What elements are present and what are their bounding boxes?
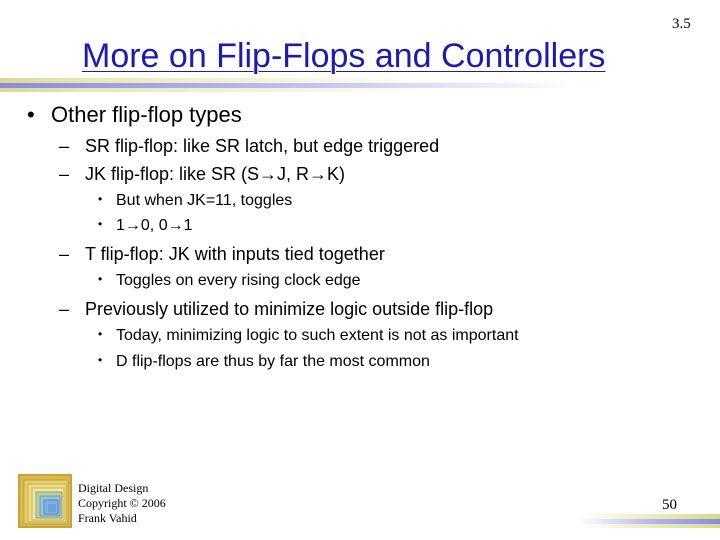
bullet-text: Toggles on every rising clock edge [116, 272, 361, 289]
bullet-text: Other flip-flop types [51, 102, 242, 127]
bullet-text: 1→0, 0→1 [116, 217, 193, 234]
bullet-level3 [98, 217, 192, 235]
bullet-marker: • [98, 217, 103, 231]
bullet-level2 [59, 299, 493, 320]
bullet-level2 [59, 136, 439, 157]
bullet-text: Today, minimizing logic to such extent is not as important [116, 327, 519, 344]
dash-marker: – [59, 136, 70, 156]
bullet-level2 [59, 244, 385, 265]
footer-line: Copyright © 2006 [78, 496, 166, 510]
bullet-marker: • [98, 327, 103, 341]
bullet-text: But when JK=11, toggles [116, 192, 293, 209]
bullet-level3 [98, 327, 519, 345]
bullet-text: Previously utilized to minimize logic outside flip-flop [85, 299, 494, 319]
dash-marker: – [59, 244, 70, 264]
section-number: 3.5 [672, 16, 691, 32]
bullet-level3 [98, 272, 361, 290]
nested-squares-logo-icon [18, 474, 72, 528]
title-divider-line [0, 83, 720, 88]
footer-credits [78, 481, 166, 526]
bullet-text: JK flip-flop: like SR (S→J, R→K) [85, 164, 346, 184]
footer-line: Digital Design [78, 481, 149, 495]
bullet-text: SR flip-flop: like SR latch, but edge triggered [85, 136, 440, 156]
dash-marker: – [59, 164, 70, 184]
bullet-text: T flip-flop: JK with inputs tied together [85, 244, 385, 264]
dash-marker: – [59, 299, 70, 319]
bullet-marker: • [98, 353, 103, 367]
bullet-marker: • [27, 102, 35, 127]
bullet-text: D flip-flops are thus by far the most common [116, 353, 430, 370]
footer-line: Frank Vahid [78, 511, 137, 525]
bullet-marker: • [98, 272, 103, 286]
bullet-level3 [98, 353, 430, 371]
footer-divider-line [580, 519, 720, 524]
bullet-level2 [59, 164, 345, 185]
bullet-level3 [98, 192, 292, 210]
bullet-level1 [27, 102, 242, 128]
slide-title: More on Flip-Flops and Controllers [82, 37, 606, 75]
page-number: 50 [662, 497, 677, 513]
bullet-marker: • [98, 192, 103, 206]
